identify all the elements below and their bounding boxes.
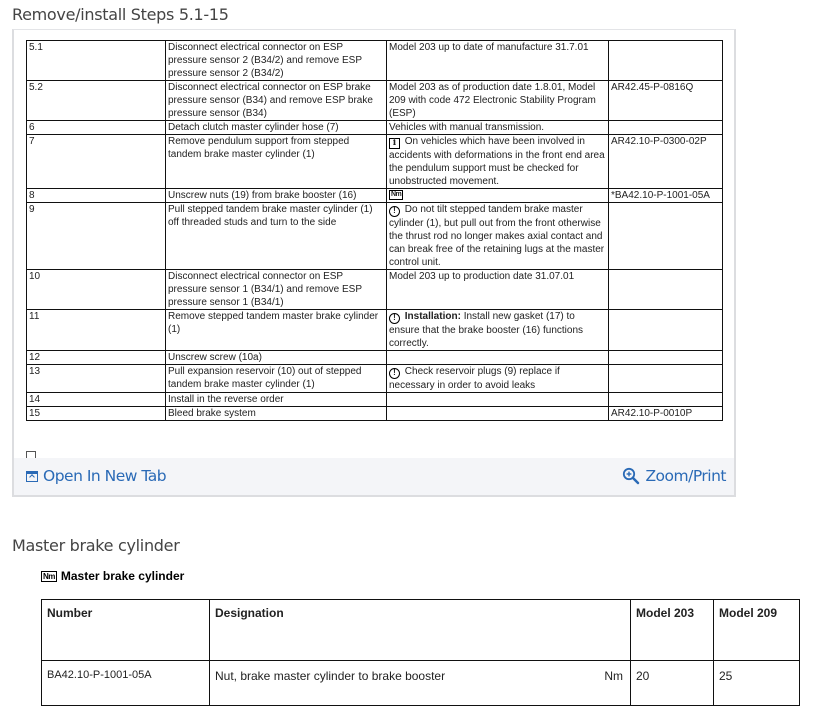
- table-row: [27, 351, 723, 365]
- section-title-master-brake-cylinder: Master brake cylinder: [12, 536, 180, 555]
- embedded-document-frame: [12, 29, 736, 497]
- cell-action: Pull expansion reservoir (10) out of stepped tandem brake master cylinder (1): [166, 365, 387, 393]
- table-row: [42, 661, 800, 706]
- header-designation: Designation: [210, 600, 631, 661]
- note-text: Model 203 up to production date 31.07.01: [389, 271, 575, 282]
- open-new-tab-icon: [26, 471, 38, 482]
- cell-note: [387, 81, 609, 121]
- note-text: Do not tilt stepped tandem brake master cylinder (1), but pull out from the front otherwise the thrust rod no longer makes axial contact and can break free of the retaining lugs at the master control unit.: [389, 204, 605, 268]
- cell-action: Unscrew screw (10a): [166, 351, 387, 365]
- frame-footer: [14, 458, 734, 498]
- cell-action: Install in the reverse order: [166, 393, 387, 407]
- cell-step: 5.2: [27, 81, 166, 121]
- torque-table: [41, 599, 800, 706]
- table-row: [27, 41, 723, 81]
- cell-designation: [210, 661, 631, 706]
- cell-note: [387, 351, 609, 365]
- note-text: Vehicles with manual transmission.: [389, 122, 545, 133]
- note-text: On vehicles which have been involved in accidents with deformations in the front end area the pendulum support must be checked for unobstructed movement.: [389, 136, 605, 187]
- cell-note: [387, 189, 609, 203]
- table-row: [27, 270, 723, 310]
- designation-text: Nut, brake master cylinder to brake booster: [215, 669, 446, 683]
- cell-step: 12: [27, 351, 166, 365]
- cell-reference: AR42.10-P-0300-02P: [609, 135, 723, 189]
- note-text: Check reservoir plugs (9) replace if necessary in order to avoid leaks: [389, 366, 560, 391]
- info-icon: i: [389, 138, 400, 149]
- cell-action: Pull stepped tandem brake master cylinder (1) off threaded studs and turn to the side: [166, 203, 387, 270]
- cell-step: 6: [27, 121, 166, 135]
- cell-note: [387, 203, 609, 270]
- torque-table-header: [42, 600, 800, 661]
- cell-action: Disconnect electrical connector on ESP brake pressure sensor (B34) and remove ESP brake pressure sensor (B34): [166, 81, 387, 121]
- warning-icon: !: [389, 313, 400, 324]
- torque-nm-icon: Nm: [43, 571, 55, 581]
- cell-number: BA42.10-P-1001-05A: [42, 661, 210, 706]
- header-model-209: Model 209: [714, 600, 800, 661]
- table-row: [27, 407, 723, 421]
- cell-reference: [609, 351, 723, 365]
- cell-action: Detach clutch master cylinder hose (7): [166, 121, 387, 135]
- table-row: [27, 189, 723, 203]
- table-row: [27, 203, 723, 270]
- cell-step: 14: [27, 393, 166, 407]
- cell-step: 8: [27, 189, 166, 203]
- cell-reference: [609, 270, 723, 310]
- cell-action: Disconnect electrical connector on ESP pressure sensor 1 (B34/1) and remove ESP pressure sensor 1 (B34/1): [166, 270, 387, 310]
- cell-reference: [609, 203, 723, 270]
- table-row: [27, 365, 723, 393]
- cell-note: [387, 407, 609, 421]
- cell-action: Unscrew nuts (19) from brake booster (16): [166, 189, 387, 203]
- open-in-new-tab-label: Open In New Tab: [43, 467, 167, 485]
- torque-subheading: [41, 569, 184, 583]
- document-viewport[interactable]: [14, 30, 734, 458]
- warning-icon: !: [389, 368, 400, 379]
- cell-reference: [609, 393, 723, 407]
- note-text: Model 203 up to date of manufacture 31.7.01: [389, 42, 589, 53]
- cell-reference: [609, 365, 723, 393]
- cell-step: 15: [27, 407, 166, 421]
- cell-step: 9: [27, 203, 166, 270]
- cell-reference: AR42.45-P-0816Q: [609, 81, 723, 121]
- cell-note: [387, 310, 609, 351]
- cell-note: [387, 365, 609, 393]
- cell-action: Disconnect electrical connector on ESP pressure sensor 2 (B34/2) and remove ESP pressure sensor 2 (B34/2): [166, 41, 387, 81]
- cell-reference: [609, 310, 723, 351]
- cell-model-209: 25: [714, 661, 800, 706]
- table-row: [27, 121, 723, 135]
- cell-reference: [609, 41, 723, 81]
- steps-table: [26, 40, 723, 421]
- cell-step: 10: [27, 270, 166, 310]
- cell-step: 13: [27, 365, 166, 393]
- cell-step: 11: [27, 310, 166, 351]
- cell-reference: *BA42.10-P-1001-05A: [609, 189, 723, 203]
- cell-note: [387, 270, 609, 310]
- cell-note: [387, 41, 609, 81]
- unit-text: Nm: [604, 669, 623, 683]
- zoom-print-label: Zoom/Print: [645, 467, 726, 485]
- cell-action: Remove stepped tandem master brake cylinder (1): [166, 310, 387, 351]
- cell-action: Bleed brake system: [166, 407, 387, 421]
- header-model-203: Model 203: [631, 600, 714, 661]
- cell-reference: [609, 121, 723, 135]
- cell-step: 5.1: [27, 41, 166, 81]
- scroll-handle[interactable]: [26, 451, 36, 458]
- note-text: Install new gasket (17) to ensure that the brake booster (16) functions correctly.: [389, 311, 584, 349]
- cell-note: [387, 135, 609, 189]
- table-row: [27, 81, 723, 121]
- open-in-new-tab-link[interactable]: [26, 467, 166, 485]
- table-row: [27, 310, 723, 351]
- warning-icon: !: [389, 206, 400, 217]
- cell-step: 7: [27, 135, 166, 189]
- section-title-remove-install: Remove/install Steps 5.1-15: [12, 5, 229, 24]
- cell-reference: AR42.10-P-0010P: [609, 407, 723, 421]
- cell-note: [387, 121, 609, 135]
- torque-nm-icon: Nm: [391, 191, 402, 199]
- cell-model-203: 20: [631, 661, 714, 706]
- table-row: [27, 135, 723, 189]
- zoom-print-link[interactable]: [622, 467, 726, 485]
- subheading-label: Master brake cylinder: [60, 569, 185, 583]
- cell-action: Remove pendulum support from stepped tandem brake master cylinder (1): [166, 135, 387, 189]
- note-bold-label: Installation:: [404, 311, 461, 322]
- zoom-in-icon: [622, 467, 640, 485]
- note-text: Model 203 as of production date 1.8.01, Model 209 with code 472 Electronic Stability Program (ESP): [389, 82, 596, 119]
- table-row: [27, 393, 723, 407]
- cell-note: [387, 393, 609, 407]
- header-number: Number: [42, 600, 210, 661]
